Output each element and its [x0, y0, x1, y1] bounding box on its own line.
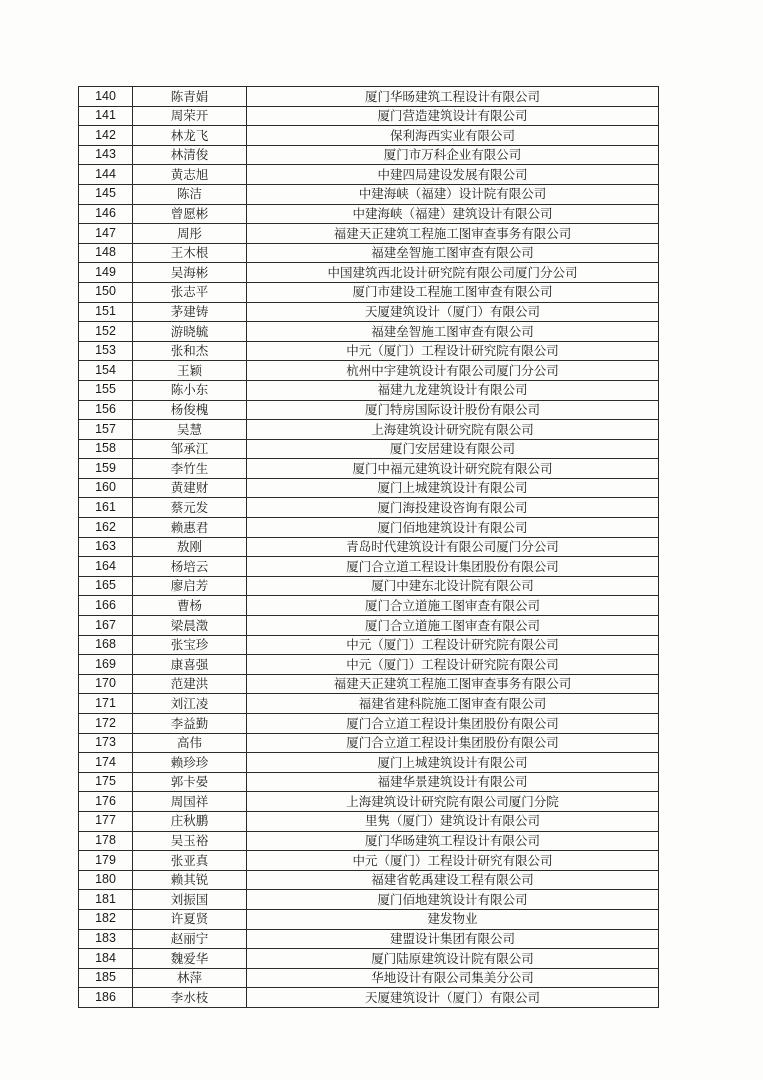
person-name: 范建洪 — [133, 674, 247, 694]
row-number: 181 — [79, 890, 133, 910]
table-row — [79, 145, 659, 165]
person-name: 敖刚 — [133, 537, 247, 557]
row-number: 161 — [79, 498, 133, 518]
row-number: 158 — [79, 439, 133, 459]
organization-name: 中元（厦门）工程设计研究院有限公司 — [247, 655, 659, 675]
person-name: 高伟 — [133, 733, 247, 753]
row-number: 170 — [79, 674, 133, 694]
person-name: 曹杨 — [133, 596, 247, 616]
person-name: 刘江凌 — [133, 694, 247, 714]
table-row — [79, 596, 659, 616]
table-row — [79, 753, 659, 773]
row-number: 159 — [79, 459, 133, 479]
row-number: 150 — [79, 282, 133, 302]
organization-name: 建盟设计集团有限公司 — [247, 929, 659, 949]
person-name: 张亚真 — [133, 851, 247, 871]
table-row — [79, 988, 659, 1008]
row-number: 160 — [79, 478, 133, 498]
table-row — [79, 811, 659, 831]
person-name: 赖珍珍 — [133, 753, 247, 773]
organization-name: 华地设计有限公司集美分公司 — [247, 968, 659, 988]
table-row — [79, 831, 659, 851]
table-row — [79, 714, 659, 734]
row-number: 143 — [79, 145, 133, 165]
person-name: 刘振国 — [133, 890, 247, 910]
row-number: 183 — [79, 929, 133, 949]
person-name: 廖启芳 — [133, 576, 247, 596]
person-name: 周荣开 — [133, 106, 247, 126]
person-name: 赖其锐 — [133, 870, 247, 890]
row-number: 177 — [79, 811, 133, 831]
organization-name: 厦门合立道工程设计集团股份有限公司 — [247, 714, 659, 734]
organization-name: 厦门特房国际设计股份有限公司 — [247, 400, 659, 420]
organization-name: 中建海峡（福建）建筑设计有限公司 — [247, 204, 659, 224]
table-row — [79, 87, 659, 107]
row-number: 186 — [79, 988, 133, 1008]
table-row — [79, 263, 659, 283]
organization-name: 天厦建筑设计（厦门）有限公司 — [247, 988, 659, 1008]
person-name: 康喜强 — [133, 655, 247, 675]
person-name: 庄秋鹏 — [133, 811, 247, 831]
organization-name: 福建九龙建筑设计有限公司 — [247, 380, 659, 400]
organization-name: 厦门合立道施工图审查有限公司 — [247, 616, 659, 636]
row-number: 140 — [79, 87, 133, 107]
person-name: 魏爱华 — [133, 949, 247, 969]
row-number: 148 — [79, 243, 133, 263]
organization-name: 中建四局建设发展有限公司 — [247, 165, 659, 185]
person-name: 林萍 — [133, 968, 247, 988]
organization-name: 福建华景建筑设计有限公司 — [247, 772, 659, 792]
member-table — [78, 86, 659, 1008]
person-name: 许夏贤 — [133, 909, 247, 929]
organization-name: 厦门佰地建筑设计有限公司 — [247, 890, 659, 910]
row-number: 145 — [79, 184, 133, 204]
table-row — [79, 498, 659, 518]
organization-name: 保利海西实业有限公司 — [247, 126, 659, 146]
row-number: 155 — [79, 380, 133, 400]
table-row — [79, 635, 659, 655]
person-name: 赵丽宁 — [133, 929, 247, 949]
table-row — [79, 439, 659, 459]
person-name: 周彤 — [133, 224, 247, 244]
table-row — [79, 341, 659, 361]
organization-name: 厦门市万科企业有限公司 — [247, 145, 659, 165]
table-row — [79, 909, 659, 929]
row-number: 173 — [79, 733, 133, 753]
row-number: 174 — [79, 753, 133, 773]
person-name: 杨培云 — [133, 557, 247, 577]
table-row — [79, 400, 659, 420]
person-name: 周国祥 — [133, 792, 247, 812]
person-name: 王颖 — [133, 361, 247, 381]
person-name: 梁晨澂 — [133, 616, 247, 636]
organization-name: 中元（厦门）工程设计研究有限公司 — [247, 851, 659, 871]
person-name: 张和杰 — [133, 341, 247, 361]
person-name: 吴玉裕 — [133, 831, 247, 851]
table-row — [79, 478, 659, 498]
organization-name: 福建省建科院施工图审查有限公司 — [247, 694, 659, 714]
row-number: 146 — [79, 204, 133, 224]
organization-name: 厦门上城建筑设计有限公司 — [247, 478, 659, 498]
person-name: 陈青娟 — [133, 87, 247, 107]
organization-name: 厦门陆原建筑设计院有限公司 — [247, 949, 659, 969]
table-row — [79, 243, 659, 263]
row-number: 168 — [79, 635, 133, 655]
organization-name: 厦门安居建设有限公司 — [247, 439, 659, 459]
table-row — [79, 537, 659, 557]
row-number: 149 — [79, 263, 133, 283]
table-row — [79, 576, 659, 596]
organization-name: 里隽（厦门）建筑设计有限公司 — [247, 811, 659, 831]
row-number: 172 — [79, 714, 133, 734]
table-row — [79, 616, 659, 636]
table-row — [79, 851, 659, 871]
person-name: 茅建铸 — [133, 302, 247, 322]
organization-name: 厦门华旸建筑工程设计有限公司 — [247, 87, 659, 107]
table-row — [79, 733, 659, 753]
member-table-body — [79, 87, 659, 1008]
row-number: 182 — [79, 909, 133, 929]
table-row — [79, 165, 659, 185]
row-number: 179 — [79, 851, 133, 871]
row-number: 165 — [79, 576, 133, 596]
person-name: 张宝珍 — [133, 635, 247, 655]
person-name: 蔡元发 — [133, 498, 247, 518]
table-row — [79, 361, 659, 381]
row-number: 162 — [79, 518, 133, 538]
table-row — [79, 518, 659, 538]
row-number: 154 — [79, 361, 133, 381]
organization-name: 厦门合立道工程设计集团股份有限公司 — [247, 733, 659, 753]
table-row — [79, 184, 659, 204]
organization-name: 青岛时代建筑设计有限公司厦门分公司 — [247, 537, 659, 557]
organization-name: 厦门市建设工程施工图审查有限公司 — [247, 282, 659, 302]
table-row — [79, 655, 659, 675]
row-number: 171 — [79, 694, 133, 714]
organization-name: 厦门海投建设咨询有限公司 — [247, 498, 659, 518]
table-row — [79, 282, 659, 302]
organization-name: 福建天正建筑工程施工图审查事务有限公司 — [247, 224, 659, 244]
organization-name: 福建天正建筑工程施工图审查事务有限公司 — [247, 674, 659, 694]
person-name: 李竹生 — [133, 459, 247, 479]
organization-name: 福建垒智施工图审查有限公司 — [247, 243, 659, 263]
person-name: 张志平 — [133, 282, 247, 302]
row-number: 164 — [79, 557, 133, 577]
organization-name: 厦门中建东北设计院有限公司 — [247, 576, 659, 596]
person-name: 曾愿彬 — [133, 204, 247, 224]
row-number: 180 — [79, 870, 133, 890]
row-number: 167 — [79, 616, 133, 636]
person-name: 王木根 — [133, 243, 247, 263]
table-row — [79, 772, 659, 792]
person-name: 杨俊槐 — [133, 400, 247, 420]
organization-name: 福建垒智施工图审查有限公司 — [247, 322, 659, 342]
organization-name: 上海建筑设计研究院有限公司 — [247, 420, 659, 440]
table-row — [79, 322, 659, 342]
person-name: 郭卡晏 — [133, 772, 247, 792]
row-number: 157 — [79, 420, 133, 440]
table-row — [79, 792, 659, 812]
row-number: 176 — [79, 792, 133, 812]
organization-name: 厦门中福元建筑设计研究院有限公司 — [247, 459, 659, 479]
row-number: 142 — [79, 126, 133, 146]
person-name: 陈洁 — [133, 184, 247, 204]
organization-name: 厦门佰地建筑设计有限公司 — [247, 518, 659, 538]
table-row — [79, 302, 659, 322]
organization-name: 福建省乾禹建设工程有限公司 — [247, 870, 659, 890]
organization-name: 上海建筑设计研究院有限公司厦门分院 — [247, 792, 659, 812]
person-name: 黄建财 — [133, 478, 247, 498]
organization-name: 厦门合立道工程设计集团股份有限公司 — [247, 557, 659, 577]
person-name: 林清俊 — [133, 145, 247, 165]
organization-name: 厦门华旸建筑工程设计有限公司 — [247, 831, 659, 851]
row-number: 153 — [79, 341, 133, 361]
person-name: 李益勤 — [133, 714, 247, 734]
table-row — [79, 694, 659, 714]
table-row — [79, 106, 659, 126]
table-row — [79, 204, 659, 224]
row-number: 147 — [79, 224, 133, 244]
organization-name: 厦门上城建筑设计有限公司 — [247, 753, 659, 773]
row-number: 175 — [79, 772, 133, 792]
organization-name: 中元（厦门）工程设计研究院有限公司 — [247, 341, 659, 361]
person-name: 吴海彬 — [133, 263, 247, 283]
person-name: 游晓毓 — [133, 322, 247, 342]
organization-name: 中建海峡（福建）设计院有限公司 — [247, 184, 659, 204]
organization-name: 厦门营造建筑设计有限公司 — [247, 106, 659, 126]
row-number: 152 — [79, 322, 133, 342]
person-name: 吴慧 — [133, 420, 247, 440]
table-row — [79, 459, 659, 479]
organization-name: 建发物业 — [247, 909, 659, 929]
table-row — [79, 890, 659, 910]
organization-name: 杭州中宇建筑设计有限公司厦门分公司 — [247, 361, 659, 381]
table-row — [79, 929, 659, 949]
organization-name: 天厦建筑设计（厦门）有限公司 — [247, 302, 659, 322]
person-name: 陈小东 — [133, 380, 247, 400]
row-number: 163 — [79, 537, 133, 557]
table-row — [79, 380, 659, 400]
organization-name: 中国建筑西北设计研究院有限公司厦门分公司 — [247, 263, 659, 283]
row-number: 166 — [79, 596, 133, 616]
row-number: 141 — [79, 106, 133, 126]
organization-name: 中元（厦门）工程设计研究院有限公司 — [247, 635, 659, 655]
row-number: 169 — [79, 655, 133, 675]
row-number: 151 — [79, 302, 133, 322]
row-number: 156 — [79, 400, 133, 420]
row-number: 178 — [79, 831, 133, 851]
row-number: 144 — [79, 165, 133, 185]
table-row — [79, 126, 659, 146]
table-row — [79, 674, 659, 694]
person-name: 林龙飞 — [133, 126, 247, 146]
person-name: 赖惠君 — [133, 518, 247, 538]
row-number: 184 — [79, 949, 133, 969]
person-name: 邹承江 — [133, 439, 247, 459]
table-row — [79, 420, 659, 440]
table-row — [79, 224, 659, 244]
table-row — [79, 968, 659, 988]
person-name: 黄志旭 — [133, 165, 247, 185]
table-row — [79, 870, 659, 890]
table-row — [79, 557, 659, 577]
row-number: 185 — [79, 968, 133, 988]
person-name: 李水枝 — [133, 988, 247, 1008]
table-row — [79, 949, 659, 969]
organization-name: 厦门合立道施工图审查有限公司 — [247, 596, 659, 616]
